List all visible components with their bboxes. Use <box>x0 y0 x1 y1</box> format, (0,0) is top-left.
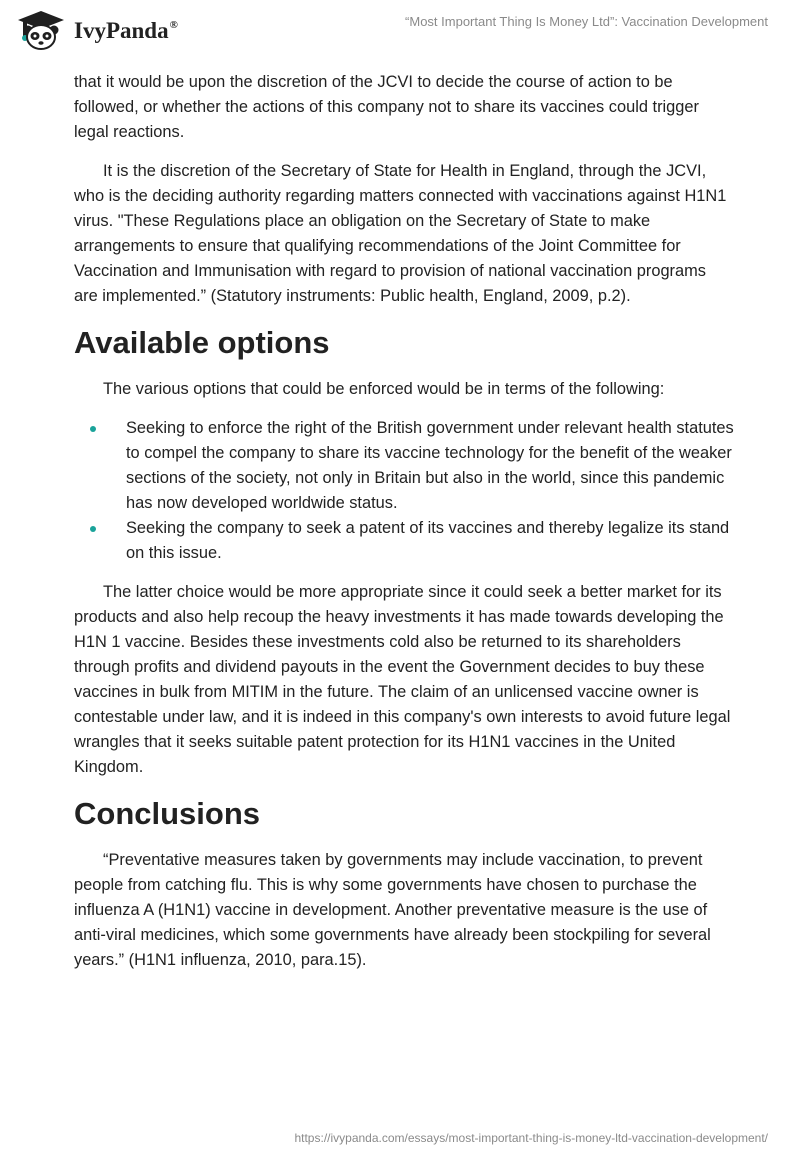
document-title: “Most Important Thing Is Money Ltd”: Vaccination Development <box>405 14 768 29</box>
essay-body <box>74 70 734 987</box>
options-intro: The various options that could be enforced would be in terms of the following: <box>103 380 665 398</box>
brand-name: IvyPanda® <box>74 18 178 43</box>
page-header <box>0 0 800 60</box>
paragraph: “Preventative measures taken by governments may include vaccination, to prevent people from catching flu. This is why some governments have chosen to purchase the influenza A (H1N1) vaccine in development. Another preventative measure is the use of anti-viral medicines, which some governments have already been stockpiling for several years.” (H1N1 influenza, 2010, para.15). <box>74 851 711 969</box>
bullet-icon <box>90 426 96 432</box>
registered-mark: ® <box>169 19 178 31</box>
paragraph: The latter choice would be more appropriate since it could seek a better market for its products and also help recoup the heavy investments it has made towards developing the H1N 1 vaccine. Besides these investments cold also be returned to its shareholders through profits and dividend payouts in the event the Government decides to buy these vaccines in bulk from MITIM in the future. The claim of an unlicensed vaccine owner is contestable under law, and it is indeed in this company's own interests to avoid future legal wrangles that it seeks suitable patent protection for its H1N1 vaccines in the United Kingdom. <box>74 583 731 776</box>
section-heading-conclusions: Conclusions <box>74 796 261 831</box>
paragraph: that it would be upon the discretion of the JCVI to decide the course of action to be followed, or whether the actions of this company not to share its vaccines could trigger legal reactions. <box>74 73 699 141</box>
ivypanda-logo[interactable] <box>14 8 194 52</box>
panda-mascot-icon <box>14 8 66 52</box>
list-item: Seeking the company to seek a patent of its vaccines and thereby legalize its stand on this issue. <box>74 516 734 566</box>
source-url-link[interactable]: https://ivypanda.com/essays/most-important-thing-is-money-ltd-vaccination-development/ <box>294 1131 768 1145</box>
options-list <box>74 416 734 566</box>
bullet-icon <box>90 526 96 532</box>
list-item: Seeking to enforce the right of the British government under relevant health statutes to compel the company to share its vaccine technology for the benefit of the weaker sections of the society, not only in Britain but also in the world, since this pandemic has now developed worldwide status. <box>74 416 734 516</box>
paragraph: It is the discretion of the Secretary of State for Health in England, through the JCVI, who is the deciding authority regarding matters connected with vaccinations against H1N1 virus. "These Regulations place an obligation on the Secretary of State to make arrangements to ensure that qualifying recommendations of the Joint Committee for Vaccination and Immunisation with regard to provision of national vaccination programs are implemented.” (Statutory instruments: Public health, England, 2009, p.2). <box>74 162 727 305</box>
section-heading-available-options: Available options <box>74 325 330 360</box>
